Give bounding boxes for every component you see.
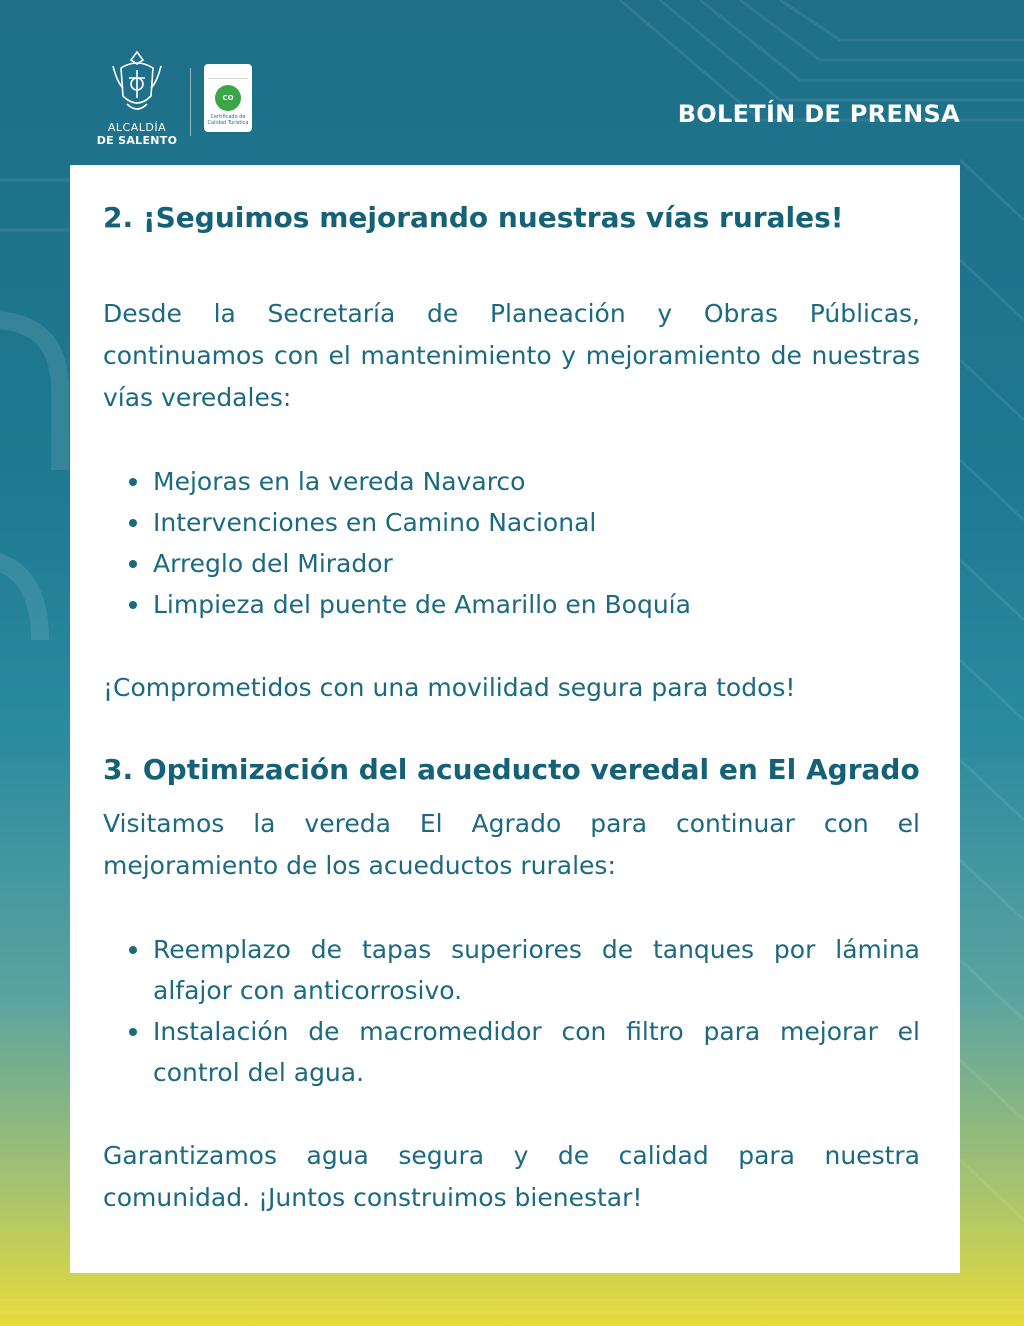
section-2-closing: ¡Comprometidos con una movilidad segura para todos! <box>103 673 796 702</box>
section-3-closing: Garantizamos agua segura y de calidad para nuestra comunidad. ¡Juntos construimos bienestar! <box>103 1141 920 1212</box>
alcaldia-logo <box>92 48 182 153</box>
press-release-title: BOLETÍN DE PRENSA <box>677 100 960 128</box>
section-3-list <box>103 929 920 1093</box>
certificate-header-bar <box>208 68 248 79</box>
tourism-certificate-badge <box>204 64 252 132</box>
list-item: Reemplazo de tapas superiores de tanques por lámina alfajor con anticorrosivo. <box>153 929 920 1011</box>
section-2-intro: Desde la Secretaría de Planeación y Obras Públicas, continuamos con el mantenimiento y mejoramiento de nuestras vías veredales: <box>103 299 920 412</box>
list-item: Limpieza del puente de Amarillo en Boquía <box>153 584 920 625</box>
list-item: Mejoras en la vereda Navarco <box>153 461 920 502</box>
logo-line-2: DE SALENTO <box>96 134 178 147</box>
header <box>0 0 1024 165</box>
section-3-title: 3. Optimización del acueducto veredal en El Agrado <box>103 753 920 786</box>
section-3-intro: Visitamos la vereda El Agrado para continuar con el mejoramiento de los acueductos rurales: <box>103 809 920 880</box>
list-item: Arreglo del Mirador <box>153 543 920 584</box>
list-item: Intervenciones en Camino Nacional <box>153 502 920 543</box>
section-2-title: 2. ¡Seguimos mejorando nuestras vías rurales! <box>103 201 844 234</box>
content-card <box>70 165 960 1273</box>
coat-of-arms-icon <box>107 48 167 120</box>
certificate-label: Certificado de Calidad Turística <box>207 114 249 126</box>
logo-divider <box>190 68 191 136</box>
certificate-seal-icon: CO <box>215 85 241 111</box>
section-2-list <box>103 461 920 625</box>
logo-line-1: ALCALDÍA <box>107 121 167 134</box>
list-item: Instalación de macromedidor con filtro para mejorar el control del agua. <box>153 1011 920 1093</box>
